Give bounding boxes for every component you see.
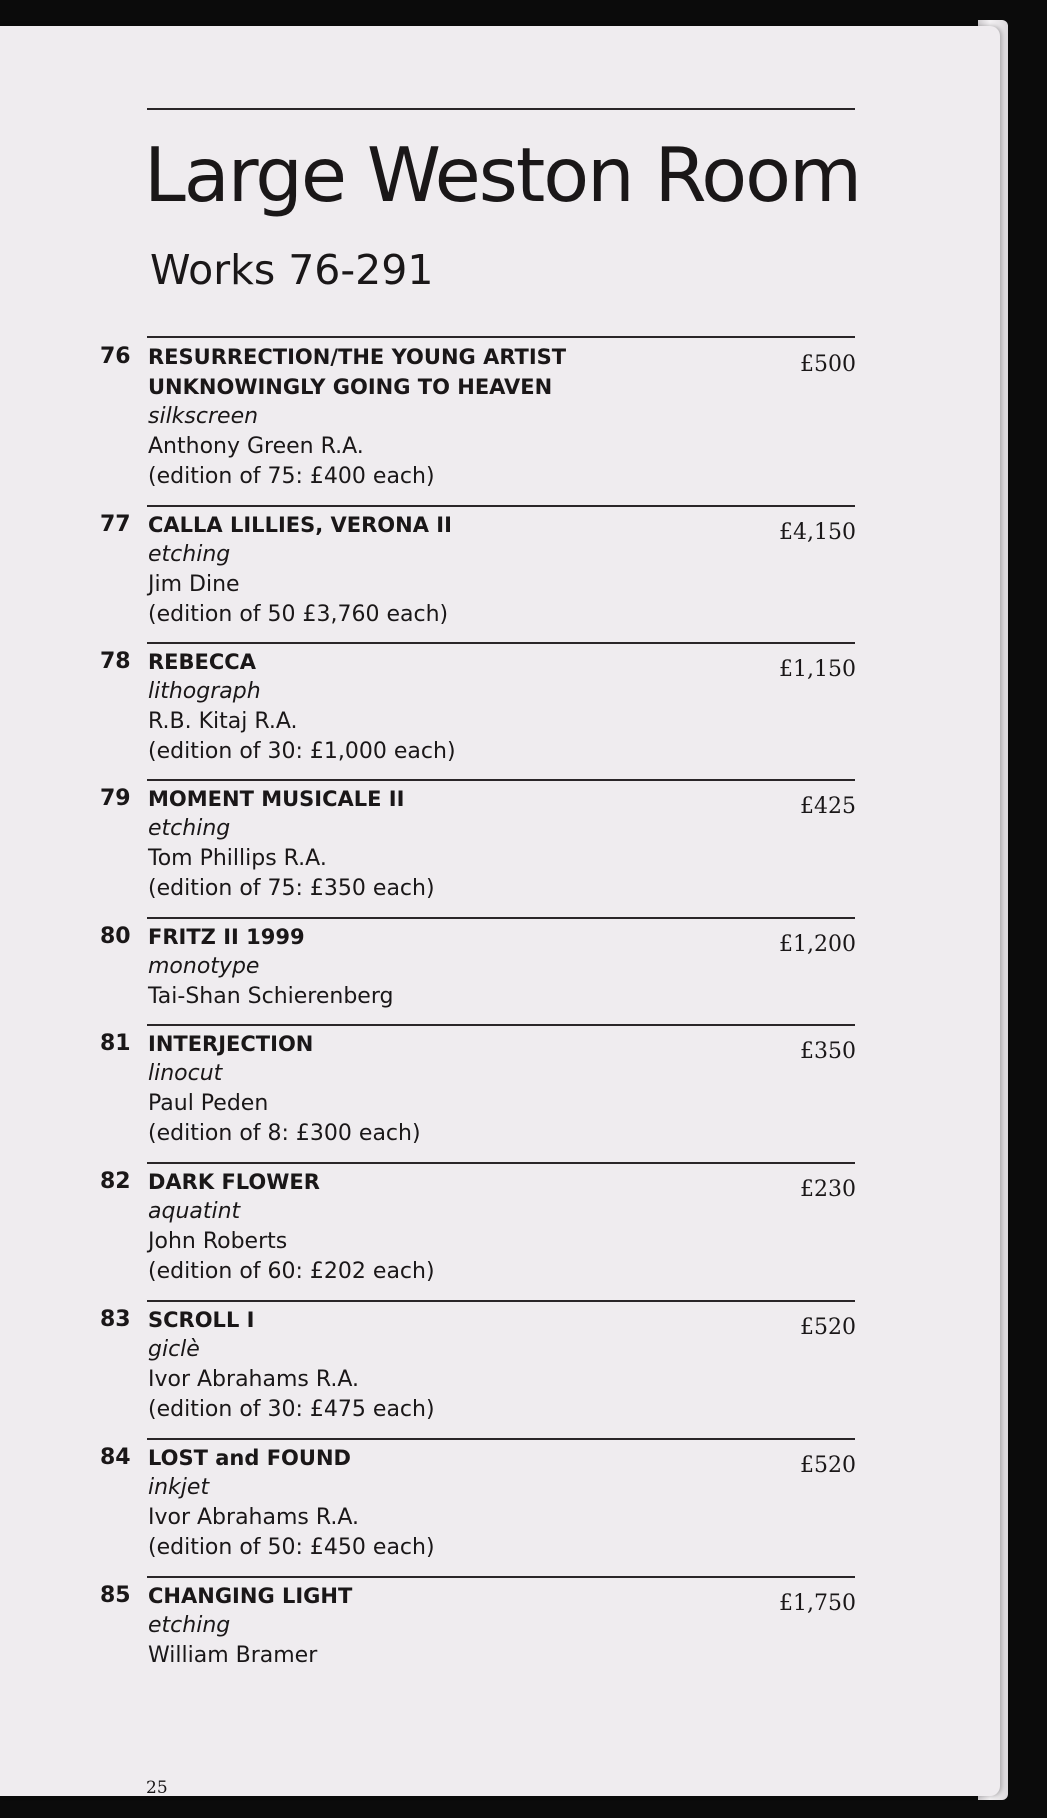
entry-title: CALLA LILLIES, VERONA II xyxy=(148,513,452,537)
entry-title: FRITZ II 1999 xyxy=(148,925,305,949)
entry-artist: Tom Phillips R.A. xyxy=(148,846,327,871)
entry-rule xyxy=(147,1438,855,1440)
entry-price: £1,750 xyxy=(779,1591,856,1616)
entry-artist: Tai-Shan Schierenberg xyxy=(148,984,394,1009)
entry-medium: linocut xyxy=(148,1061,223,1086)
entry-price: £1,200 xyxy=(779,932,856,957)
entry-medium: etching xyxy=(148,542,231,567)
entry-price: £1,150 xyxy=(779,657,856,682)
entry-rule xyxy=(147,642,855,644)
catalogue-page xyxy=(0,26,1000,1796)
entry-title: RESURRECTION/THE YOUNG ARTIST UNKNOWINGLY GOING TO HEAVEN xyxy=(148,345,567,399)
entry-artist: Paul Peden xyxy=(148,1091,269,1116)
entry-number: 76 xyxy=(100,344,131,369)
entry-price: £230 xyxy=(800,1177,856,1202)
entry-medium: etching xyxy=(148,816,231,841)
entry-artist: Anthony Green R.A. xyxy=(148,434,364,459)
entry-title: MOMENT MUSICALE II xyxy=(148,787,405,811)
entry-price: £500 xyxy=(800,352,856,377)
entry-edition: (edition of 30: £475 each) xyxy=(148,1397,435,1422)
entry-edition: (edition of 30: £1,000 each) xyxy=(148,739,456,764)
entry-artist: Jim Dine xyxy=(148,572,240,597)
room-title: Large Weston Room xyxy=(144,131,861,219)
entry-number: 82 xyxy=(100,1169,131,1194)
entry-artist: John Roberts xyxy=(148,1229,288,1254)
entry-rule xyxy=(147,1576,855,1578)
entry-rule xyxy=(147,505,855,507)
entry-price: £4,150 xyxy=(779,520,856,545)
entry-rule xyxy=(147,1300,855,1302)
entry-edition: (edition of 50: £450 each) xyxy=(148,1535,435,1560)
entry-title: DARK FLOWER xyxy=(148,1170,320,1194)
entry-edition: (edition of 60: £202 each) xyxy=(148,1259,435,1284)
entry-edition: (edition of 75: £400 each) xyxy=(148,464,435,489)
entry-artist: Ivor Abrahams R.A. xyxy=(148,1505,360,1530)
entry-edition: (edition of 75: £350 each) xyxy=(148,876,435,901)
entry-rule xyxy=(147,1024,855,1026)
entry-edition: (edition of 50 £3,760 each) xyxy=(148,602,449,627)
entry-medium: inkjet xyxy=(148,1475,210,1500)
entry-medium: aquatint xyxy=(148,1199,241,1224)
entry-number: 80 xyxy=(100,924,131,949)
entry-medium: lithograph xyxy=(148,679,261,704)
entry-price: £520 xyxy=(800,1315,856,1340)
entry-artist: William Bramer xyxy=(148,1643,318,1668)
entry-number: 85 xyxy=(100,1583,131,1608)
entry-number: 79 xyxy=(100,786,131,811)
entry-price: £520 xyxy=(800,1453,856,1478)
entry-title: LOST and FOUND xyxy=(148,1446,351,1470)
header-rule xyxy=(147,108,855,110)
entry-number: 77 xyxy=(100,512,131,537)
entry-rule xyxy=(147,779,855,781)
entry-edition: (edition of 8: £300 each) xyxy=(148,1121,421,1146)
entry-title: SCROLL I xyxy=(148,1308,255,1332)
works-range: Works 76-291 xyxy=(150,246,434,294)
entry-title: REBECCA xyxy=(148,650,256,674)
entry-artist: R.B. Kitaj R.A. xyxy=(148,709,298,734)
entry-number: 81 xyxy=(100,1031,131,1056)
entry-rule xyxy=(147,336,855,338)
entry-artist: Ivor Abrahams R.A. xyxy=(148,1367,360,1392)
entry-rule xyxy=(147,1162,855,1164)
entry-medium: silkscreen xyxy=(148,404,259,429)
entry-number: 78 xyxy=(100,649,131,674)
entry-rule xyxy=(147,917,855,919)
entry-price: £425 xyxy=(800,794,856,819)
entry-medium: monotype xyxy=(148,954,260,979)
entry-number: 84 xyxy=(100,1445,131,1470)
entry-title: CHANGING LIGHT xyxy=(148,1584,353,1608)
entry-medium: etching xyxy=(148,1613,231,1638)
entry-medium: giclè xyxy=(148,1337,200,1362)
entry-price: £350 xyxy=(800,1039,856,1064)
entry-title: INTERJECTION xyxy=(148,1032,314,1056)
entry-number: 83 xyxy=(100,1307,131,1332)
page-number: 25 xyxy=(146,1778,168,1798)
